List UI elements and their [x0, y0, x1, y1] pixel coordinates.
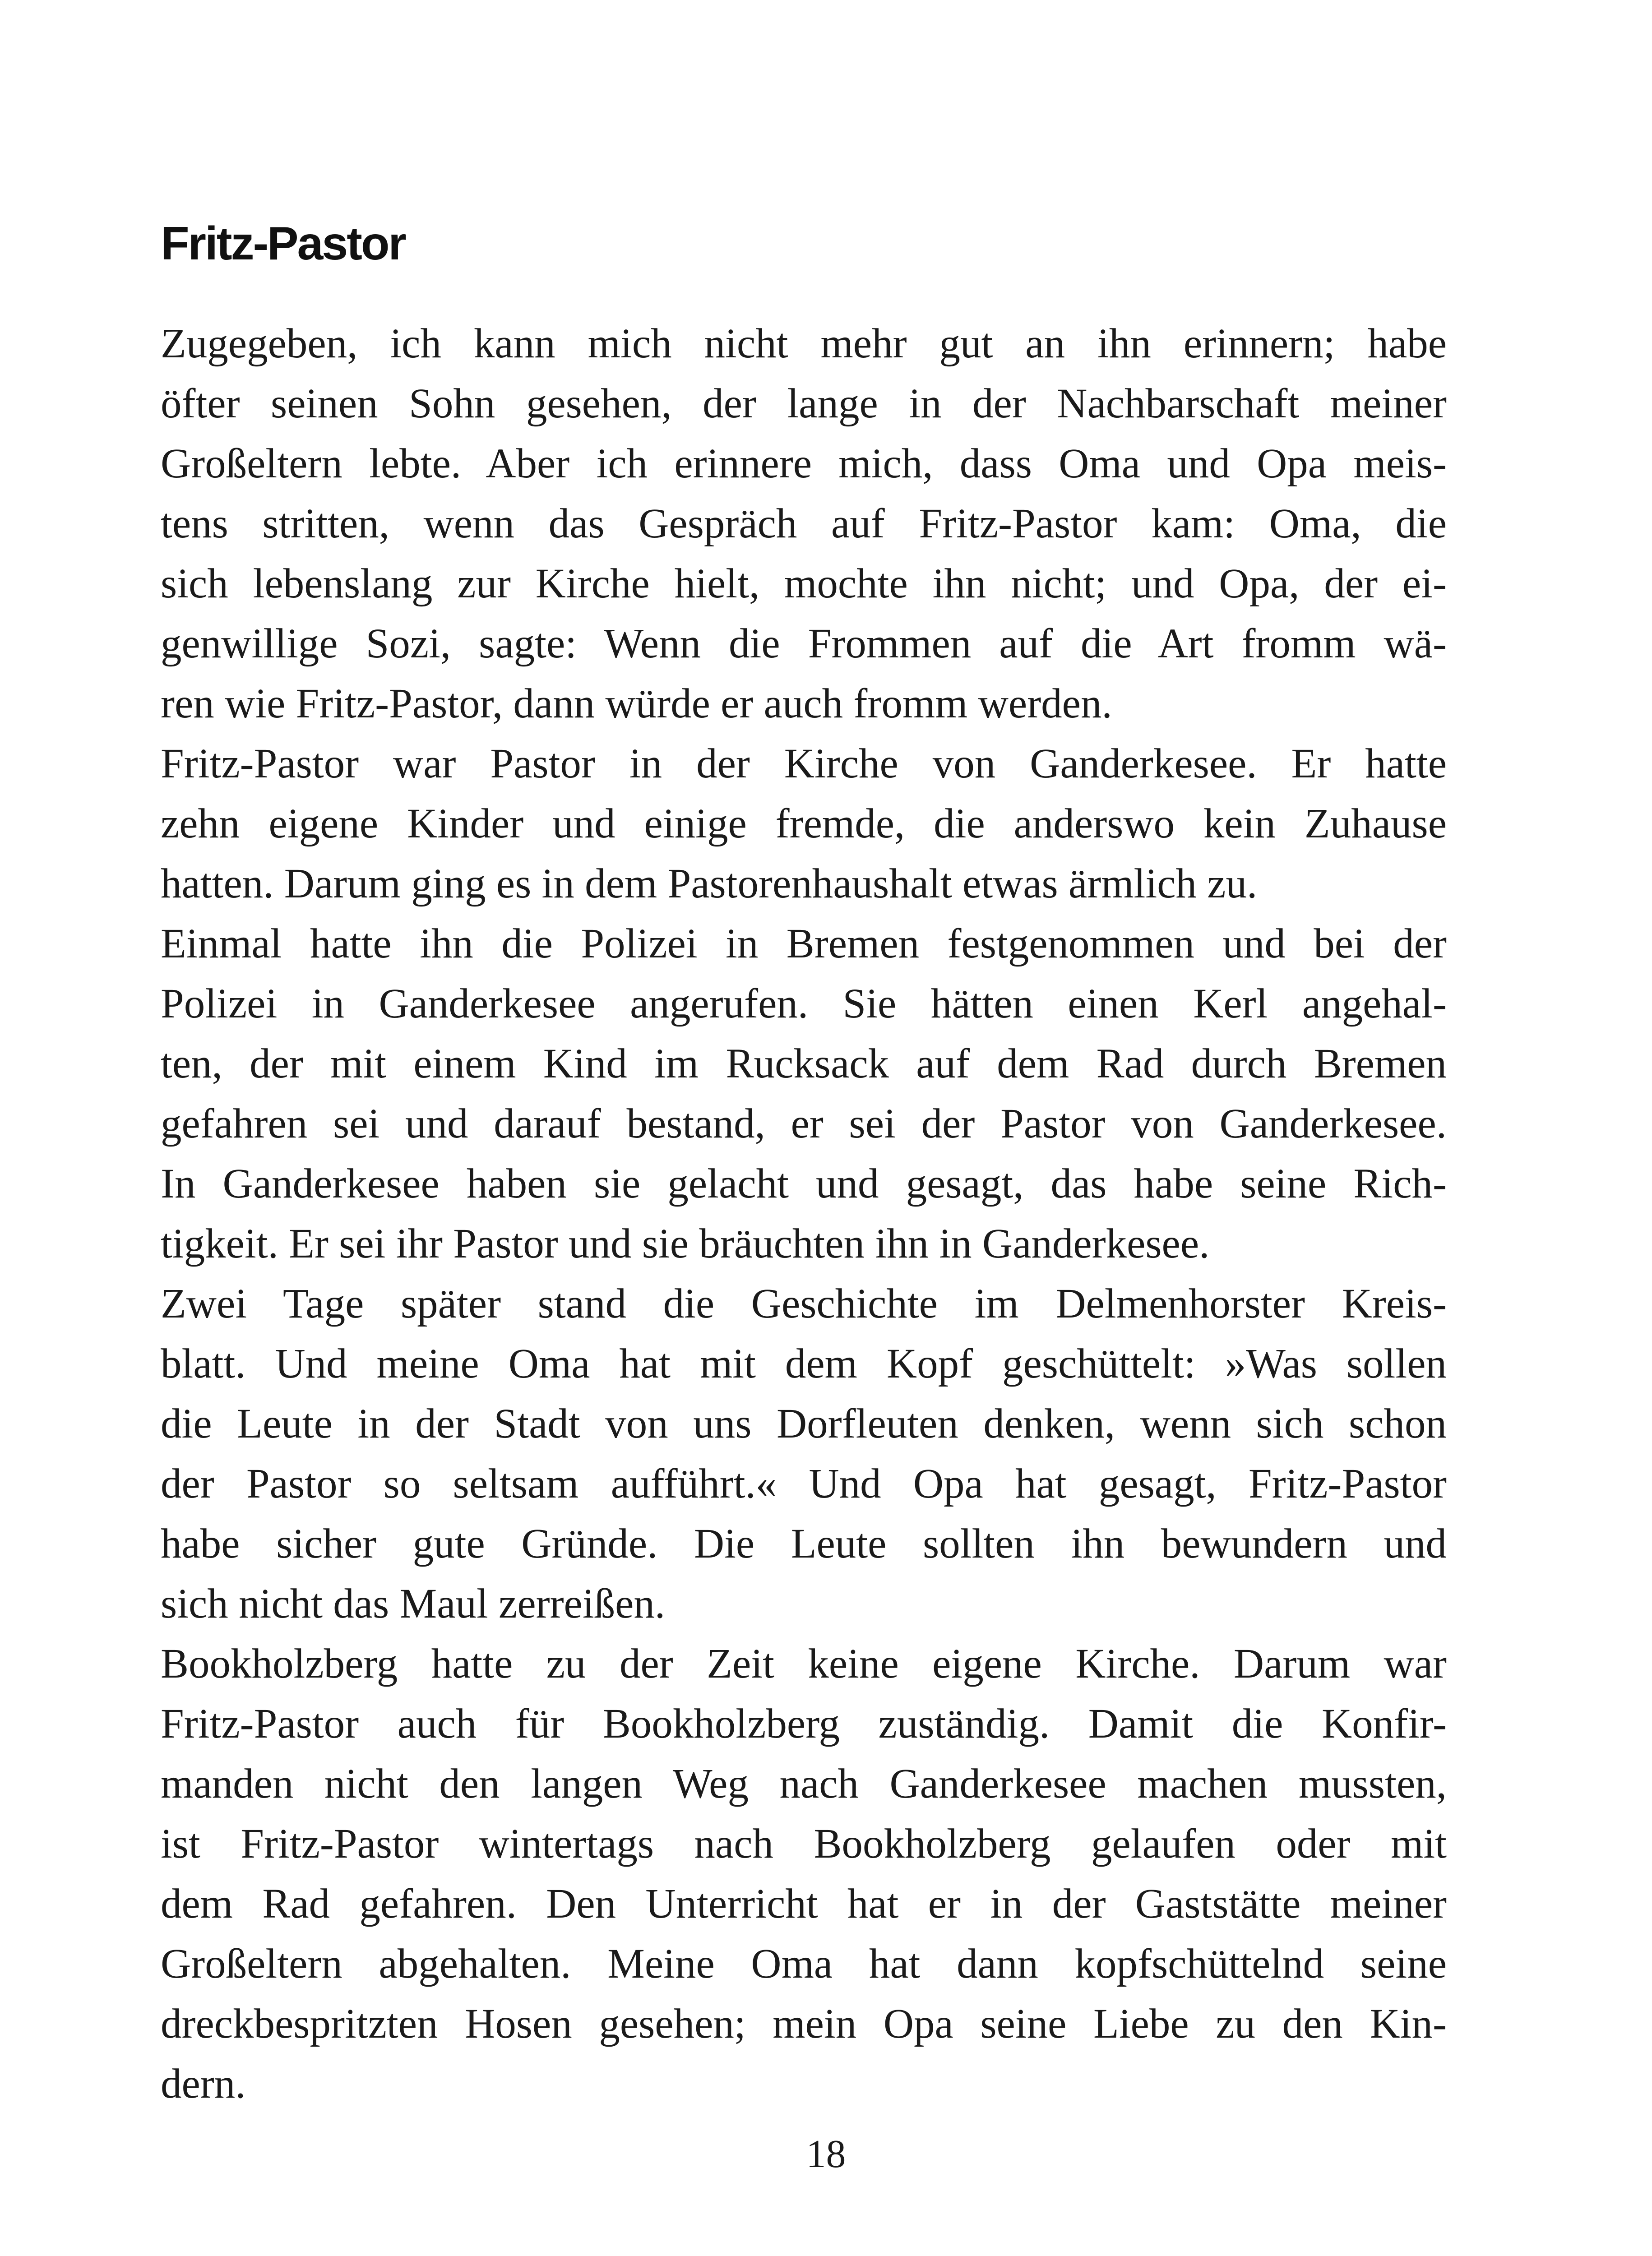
- text-line: Polizei in Ganderkesee angerufen. Sie hätten einen Kerl angehal-: [161, 980, 1447, 1027]
- text-line: die Leute in der Stadt von uns Dorfleuten denken, wenn sich schon: [161, 1401, 1447, 1447]
- paragraph: [161, 314, 1447, 734]
- text-line: tens stritten, wenn das Gespräch auf Fritz-Pastor kam: Oma, die: [161, 500, 1447, 547]
- text-line: sich nicht das Maul zerreißen.: [161, 1581, 666, 1627]
- text-line: dern.: [161, 2061, 246, 2107]
- text-line: habe sicher gute Gründe. Die Leute sollten ihn bewundern und: [161, 1521, 1447, 1567]
- text-line: manden nicht den langen Weg nach Ganderkesee machen mussten,: [161, 1761, 1447, 1807]
- text-line: ren wie Fritz-Pastor, dann würde er auch fromm werden.: [161, 680, 1112, 727]
- text-line: genwillige Sozi, sagte: Wenn die Frommen auf die Art fromm wä-: [161, 620, 1447, 667]
- body-text: [161, 314, 1447, 2114]
- text-line: tigkeit. Er sei ihr Pastor und sie bräuchten ihn in Ganderkesee.: [161, 1220, 1210, 1267]
- text-line: zehn eigene Kinder und einige fremde, die anderswo kein Zuhause: [161, 800, 1447, 847]
- text-line: Fritz-Pastor auch für Bookholzberg zuständig. Damit die Konfir-: [161, 1701, 1447, 1747]
- text-line: dreckbespritzten Hosen gesehen; mein Opa seine Liebe zu den Kin-: [161, 2001, 1447, 2047]
- text-line: ten, der mit einem Kind im Rucksack auf dem Rad durch Bremen: [161, 1040, 1447, 1087]
- text-line: In Ganderkesee haben sie gelacht und gesagt, das habe seine Rich-: [161, 1160, 1447, 1207]
- chapter-title: Fritz-Pastor: [161, 217, 405, 270]
- paragraph: [161, 914, 1447, 1274]
- text-line: sich lebenslang zur Kirche hielt, mochte ihn nicht; und Opa, der ei-: [161, 560, 1447, 607]
- paragraph: [161, 1634, 1447, 2114]
- text-line: gefahren sei und darauf bestand, er sei der Pastor von Ganderkesee.: [161, 1100, 1447, 1147]
- text-line: Großeltern lebte. Aber ich erinnere mich, dass Oma und Opa meis-: [161, 440, 1447, 487]
- text-line: dem Rad gefahren. Den Unterricht hat er in der Gaststätte meiner: [161, 1881, 1447, 1927]
- text-line: Bookholzberg hatte zu der Zeit keine eigene Kirche. Darum war: [161, 1641, 1447, 1687]
- text-line: blatt. Und meine Oma hat mit dem Kopf geschüttelt: »Was sollen: [161, 1341, 1447, 1387]
- text-line: öfter seinen Sohn gesehen, der lange in der Nachbarschaft meiner: [161, 380, 1447, 427]
- page-number: 18: [806, 2132, 846, 2176]
- paragraph: [161, 734, 1447, 914]
- paragraph: [161, 1274, 1447, 1634]
- text-line: ist Fritz-Pastor wintertags nach Bookholzberg gelaufen oder mit: [161, 1821, 1447, 1867]
- text-line: Zwei Tage später stand die Geschichte im Delmenhorster Kreis-: [161, 1281, 1447, 1327]
- text-line: Fritz-Pastor war Pastor in der Kirche von Ganderkesee. Er hatte: [161, 740, 1447, 787]
- text-line: Einmal hatte ihn die Polizei in Bremen festgenommen und bei der: [161, 920, 1447, 967]
- text-line: hatten. Darum ging es in dem Pastorenhaushalt etwas ärmlich zu.: [161, 860, 1258, 907]
- text-line: der Pastor so seltsam aufführt.« Und Opa hat gesagt, Fritz-Pastor: [161, 1461, 1447, 1507]
- text-line: Großeltern abgehalten. Meine Oma hat dann kopfschüttelnd seine: [161, 1941, 1447, 1987]
- text-line: Zugegeben, ich kann mich nicht mehr gut an ihn erinnern; habe: [161, 320, 1447, 367]
